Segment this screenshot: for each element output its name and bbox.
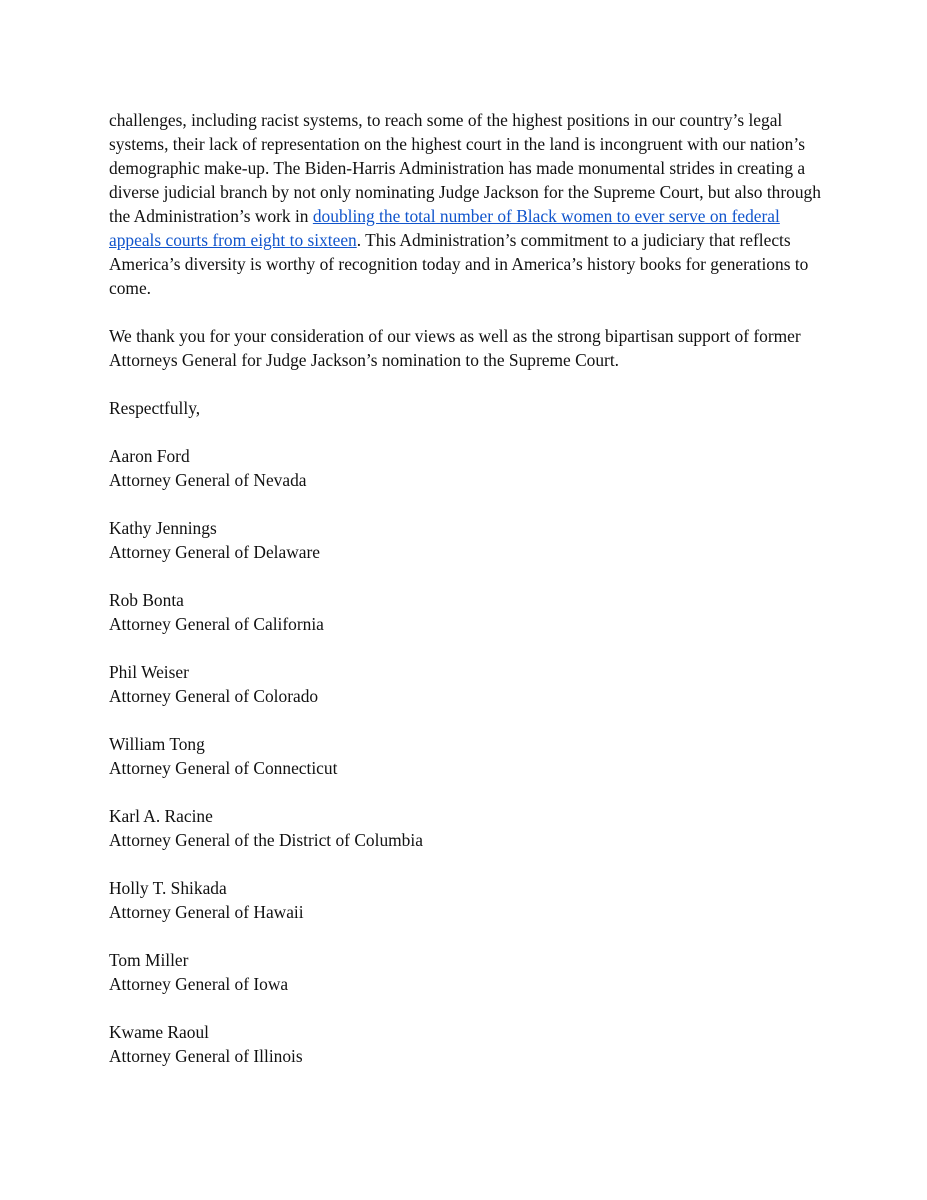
signatory-title: Attorney General of Connecticut bbox=[109, 758, 338, 778]
signatory-name: Aaron Ford bbox=[109, 446, 190, 466]
signatory-name: Tom Miller bbox=[109, 950, 189, 970]
signatory-name: Holly T. Shikada bbox=[109, 878, 227, 898]
signatory-block bbox=[109, 1020, 829, 1068]
appeals-courts-link[interactable]: doubling the total number of Black women to ever serve on federal appeals courts from eight to sixteen bbox=[109, 206, 780, 250]
signatory-title: Attorney General of Illinois bbox=[109, 1046, 303, 1066]
letter-body bbox=[109, 108, 829, 1092]
signatory-block bbox=[109, 948, 829, 996]
signatory-block bbox=[109, 516, 829, 564]
signatory-list bbox=[109, 444, 829, 1068]
closing-salutation: Respectfully, bbox=[109, 398, 201, 418]
signatory-block bbox=[109, 876, 829, 924]
signatory-title: Attorney General of California bbox=[109, 614, 324, 634]
signatory-block bbox=[109, 660, 829, 708]
signatory-title: Attorney General of Iowa bbox=[109, 974, 289, 994]
signatory-title: Attorney General of Nevada bbox=[109, 470, 307, 490]
signatory-name: Karl A. Racine bbox=[109, 806, 213, 826]
paragraph-representation bbox=[109, 108, 829, 300]
signatory-block bbox=[109, 588, 829, 636]
paragraph-text-before-link: challenges, including racist systems, to reach some of the highest positions in our country’s legal systems, their lack of representation on the highest court in the land is incongruent with our nation’s demographic make-up. The Biden-Harris Administration has made monumental strides in creating a diverse judicial branch by not only nominating Judge Jackson for the Supreme Court, but also through the Administration’s work in bbox=[109, 110, 821, 226]
paragraph-thanks: We thank you for your consideration of our views as well as the strong bipartisan support of former Attorneys General for Judge Jackson’s nomination to the Supreme Court. bbox=[109, 326, 801, 370]
signatory-name: Kathy Jennings bbox=[109, 518, 217, 538]
signatory-title: Attorney General of Hawaii bbox=[109, 902, 304, 922]
signatory-title: Attorney General of the District of Columbia bbox=[109, 830, 423, 850]
signatory-block bbox=[109, 732, 829, 780]
signatory-block bbox=[109, 444, 829, 492]
signatory-name: Phil Weiser bbox=[109, 662, 189, 682]
signatory-title: Attorney General of Colorado bbox=[109, 686, 319, 706]
signatory-name: William Tong bbox=[109, 734, 205, 754]
signatory-name: Rob Bonta bbox=[109, 590, 184, 610]
signatory-name: Kwame Raoul bbox=[109, 1022, 209, 1042]
signatory-block bbox=[109, 804, 829, 852]
paragraph-text-after-link: . This Administration’s commitment to a judiciary that reflects America’s diversity is worthy of recognition today and in America’s history books for generations to come. bbox=[109, 230, 809, 298]
signatory-title: Attorney General of Delaware bbox=[109, 542, 320, 562]
